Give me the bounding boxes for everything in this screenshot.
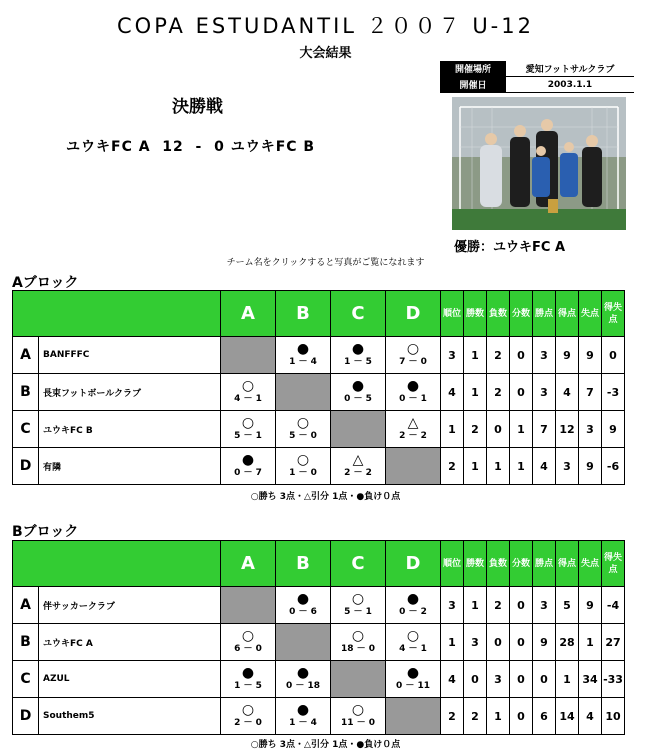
- stat-wins: 2: [464, 411, 487, 448]
- venue-place-value: 愛知フットサルクラブ: [506, 61, 634, 77]
- block-b-title: Bブロック: [12, 524, 79, 540]
- match-result-cell: [331, 587, 386, 624]
- table-row: [13, 698, 625, 735]
- venue-info-table: [440, 61, 634, 93]
- stat-header-goal-diff: 得失点: [602, 541, 625, 587]
- team-photo-illustration: [452, 97, 626, 230]
- match-score: 0 － 18: [285, 681, 321, 691]
- result-mark: △: [352, 452, 364, 468]
- stat-draws: 0: [510, 698, 533, 735]
- match-score: 4 － 1: [234, 394, 262, 404]
- row-label: B: [13, 374, 39, 411]
- stat-rank: 2: [441, 448, 464, 485]
- match-result-cell: [386, 374, 441, 411]
- self-match-cell: [331, 661, 386, 698]
- stat-draws: 0: [510, 337, 533, 374]
- row-label: A: [13, 587, 39, 624]
- stat-goal-diff: 9: [602, 411, 625, 448]
- result-mark: ○: [351, 591, 365, 607]
- stat-wins: 1: [464, 337, 487, 374]
- table-row: [13, 624, 625, 661]
- stat-losses: 1: [487, 448, 510, 485]
- venue-date-label: 開催日: [440, 77, 506, 93]
- stat-goal-diff: -4: [602, 587, 625, 624]
- stat-draws: 1: [510, 448, 533, 485]
- block-b-table: [12, 540, 625, 735]
- stat-wins: 1: [464, 448, 487, 485]
- team-name-link[interactable]: BANFFFC: [39, 337, 221, 374]
- stat-rank: 3: [441, 587, 464, 624]
- stat-losses: 2: [487, 337, 510, 374]
- stat-rank: 4: [441, 374, 464, 411]
- stat-goals-against: 9: [579, 587, 602, 624]
- column-header-b: B: [276, 291, 331, 337]
- stat-goals-for: 28: [556, 624, 579, 661]
- match-score: 5 － 0: [289, 431, 317, 441]
- match-score: 0 － 1: [399, 394, 427, 404]
- table-row: [13, 337, 625, 374]
- stat-header-goals-against: 失点: [579, 291, 602, 337]
- page-title: COPA ESTUDANTIL ２００７ U-12: [117, 14, 534, 38]
- match-result-cell: [331, 698, 386, 735]
- row-label: C: [13, 661, 39, 698]
- match-result-cell: [276, 337, 331, 374]
- column-header-d: D: [386, 541, 441, 587]
- stat-points: 3: [533, 374, 556, 411]
- stat-losses: 3: [487, 661, 510, 698]
- match-result-cell: [221, 624, 276, 661]
- match-score: 5 － 1: [234, 431, 262, 441]
- stat-losses: 1: [487, 698, 510, 735]
- self-match-cell: [386, 698, 441, 735]
- match-result-cell: [221, 698, 276, 735]
- stat-goals-against: 34: [579, 661, 602, 698]
- match-result-cell: [276, 587, 331, 624]
- block-a-legend: ○勝ち 3点・△引分 1点・●負け０点: [250, 492, 401, 502]
- page-subtitle: 大会結果: [299, 46, 352, 61]
- venue-place-label: 開催場所: [440, 61, 506, 77]
- stat-header-goals-against: 失点: [579, 541, 602, 587]
- stat-goal-diff: -6: [602, 448, 625, 485]
- stat-wins: 2: [464, 698, 487, 735]
- row-label: D: [13, 698, 39, 735]
- row-label: D: [13, 448, 39, 485]
- self-match-cell: [221, 337, 276, 374]
- match-score: 11 － 0: [340, 718, 376, 728]
- match-result-cell: [221, 374, 276, 411]
- match-result-cell: [221, 661, 276, 698]
- stat-wins: 1: [464, 587, 487, 624]
- stat-points: 0: [533, 661, 556, 698]
- stat-goals-against: 1: [579, 624, 602, 661]
- stat-goals-for: 1: [556, 661, 579, 698]
- team-name-link[interactable]: 有隣: [39, 448, 221, 485]
- stat-goal-diff: -33: [602, 661, 625, 698]
- team-name-link[interactable]: 伴サッカークラブ: [39, 587, 221, 624]
- stat-goals-for: 3: [556, 448, 579, 485]
- stat-goals-against: 3: [579, 411, 602, 448]
- result-mark: ●: [351, 341, 365, 357]
- self-match-cell: [331, 411, 386, 448]
- stat-draws: 1: [510, 411, 533, 448]
- row-label: B: [13, 624, 39, 661]
- match-result-cell: [276, 448, 331, 485]
- stat-header-goals-for: 得点: [556, 291, 579, 337]
- match-result-cell: [276, 661, 331, 698]
- venue-date-value: 2003.1.1: [506, 77, 634, 93]
- stat-points: 3: [533, 587, 556, 624]
- stat-goal-diff: 0: [602, 337, 625, 374]
- table-row: [13, 661, 625, 698]
- champion-text: 優勝：ユウキFC A: [454, 240, 566, 255]
- result-mark: ●: [296, 702, 310, 718]
- stat-draws: 0: [510, 587, 533, 624]
- result-mark: ○: [296, 415, 310, 431]
- match-result-cell: [276, 698, 331, 735]
- stat-rank: 4: [441, 661, 464, 698]
- result-mark: ○: [241, 378, 255, 394]
- match-result-cell: [276, 411, 331, 448]
- result-mark: ○: [241, 702, 255, 718]
- result-mark: △: [407, 415, 419, 431]
- match-result-cell: [331, 624, 386, 661]
- team-name-link[interactable]: AZUL: [39, 661, 221, 698]
- self-match-cell: [276, 374, 331, 411]
- stat-goals-against: 9: [579, 337, 602, 374]
- match-score: 0 － 5: [344, 394, 372, 404]
- team-name-link[interactable]: ユウキFC B: [39, 411, 221, 448]
- stat-goals-against: 4: [579, 698, 602, 735]
- match-result-cell: [386, 411, 441, 448]
- match-result-cell: [331, 374, 386, 411]
- match-score: 0 － 2: [399, 607, 427, 617]
- result-mark: ○: [351, 702, 365, 718]
- stat-wins: 3: [464, 624, 487, 661]
- match-score: 2 － 2: [399, 431, 427, 441]
- stat-header-goals-for: 得点: [556, 541, 579, 587]
- stat-rank: 3: [441, 337, 464, 374]
- match-score: 0 － 6: [289, 607, 317, 617]
- photo-caption: チーム名をクリックすると写真がご覧になれます: [226, 258, 425, 268]
- match-score: 1 － 4: [289, 357, 317, 367]
- result-mark: ○: [406, 628, 420, 644]
- self-match-cell: [386, 448, 441, 485]
- table-row: [13, 448, 625, 485]
- match-score: 2 － 0: [234, 718, 262, 728]
- result-mark: ●: [406, 378, 420, 394]
- block-b-legend: ○勝ち 3点・△引分 1点・●負け０点: [250, 740, 401, 750]
- stat-rank: 1: [441, 624, 464, 661]
- result-mark: ●: [241, 665, 255, 681]
- match-result-cell: [386, 624, 441, 661]
- match-score: 1 － 5: [234, 681, 262, 691]
- stat-points: 6: [533, 698, 556, 735]
- match-score: 18 － 0: [340, 644, 376, 654]
- stat-goals-for: 14: [556, 698, 579, 735]
- result-mark: ●: [296, 341, 310, 357]
- header-blank-cell: [13, 291, 221, 337]
- table-row: [13, 411, 625, 448]
- match-score: 1 － 0: [289, 468, 317, 478]
- match-score: 0 － 7: [234, 468, 262, 478]
- stat-header-rank: 順位: [441, 291, 464, 337]
- stat-goal-diff: -3: [602, 374, 625, 411]
- stat-points: 7: [533, 411, 556, 448]
- stat-header-losses: 負数: [487, 541, 510, 587]
- stat-header-wins: 勝数: [464, 291, 487, 337]
- stat-points: 4: [533, 448, 556, 485]
- match-score: 4 － 1: [399, 644, 427, 654]
- stat-goal-diff: 10: [602, 698, 625, 735]
- column-header-a: A: [221, 291, 276, 337]
- stat-losses: 2: [487, 374, 510, 411]
- stat-header-draws: 分数: [510, 541, 533, 587]
- stat-wins: 0: [464, 661, 487, 698]
- result-mark: ●: [296, 591, 310, 607]
- self-match-cell: [276, 624, 331, 661]
- column-header-d: D: [386, 291, 441, 337]
- stat-header-points: 勝点: [533, 291, 556, 337]
- match-score: 5 － 1: [344, 607, 372, 617]
- block-a-title: Aブロック: [12, 275, 79, 291]
- match-score: 6 － 0: [234, 644, 262, 654]
- result-mark: ○: [241, 628, 255, 644]
- stat-goals-for: 4: [556, 374, 579, 411]
- result-mark: ●: [351, 378, 365, 394]
- stat-goal-diff: 27: [602, 624, 625, 661]
- team-name-link[interactable]: ユウキFC A: [39, 624, 221, 661]
- stat-goals-for: 9: [556, 337, 579, 374]
- block-a-table: [12, 290, 625, 485]
- stat-losses: 0: [487, 411, 510, 448]
- stat-rank: 2: [441, 698, 464, 735]
- final-match-label: 決勝戦: [172, 97, 223, 117]
- match-score: 1 － 4: [289, 718, 317, 728]
- column-header-c: C: [331, 291, 386, 337]
- match-result-cell: [221, 448, 276, 485]
- stat-rank: 1: [441, 411, 464, 448]
- champion-team-photo: [452, 97, 626, 230]
- stat-goals-for: 12: [556, 411, 579, 448]
- stat-losses: 2: [487, 587, 510, 624]
- stat-draws: 0: [510, 661, 533, 698]
- stat-header-goal-diff: 得失点: [602, 291, 625, 337]
- stat-draws: 0: [510, 624, 533, 661]
- team-name-link[interactable]: 長束フットボールクラブ: [39, 374, 221, 411]
- stat-header-losses: 負数: [487, 291, 510, 337]
- result-mark: ●: [406, 591, 420, 607]
- stat-goals-against: 9: [579, 448, 602, 485]
- result-mark: ●: [406, 665, 420, 681]
- stat-losses: 0: [487, 624, 510, 661]
- stat-goals-for: 5: [556, 587, 579, 624]
- header-blank-cell: [13, 541, 221, 587]
- stat-points: 3: [533, 337, 556, 374]
- column-header-b: B: [276, 541, 331, 587]
- match-result-cell: [331, 337, 386, 374]
- stat-goals-against: 7: [579, 374, 602, 411]
- stat-points: 9: [533, 624, 556, 661]
- stat-header-rank: 順位: [441, 541, 464, 587]
- match-result-cell: [331, 448, 386, 485]
- stat-header-points: 勝点: [533, 541, 556, 587]
- result-mark: ●: [241, 452, 255, 468]
- result-mark: ●: [296, 665, 310, 681]
- self-match-cell: [221, 587, 276, 624]
- result-mark: ○: [296, 452, 310, 468]
- match-result-cell: [386, 587, 441, 624]
- row-label: A: [13, 337, 39, 374]
- stat-draws: 0: [510, 374, 533, 411]
- match-score: 0 － 11: [395, 681, 431, 691]
- column-header-a: A: [221, 541, 276, 587]
- match-score: 7 － 0: [399, 357, 427, 367]
- column-header-c: C: [331, 541, 386, 587]
- team-name-link[interactable]: Southem5: [39, 698, 221, 735]
- result-mark: ○: [241, 415, 255, 431]
- result-mark: ○: [351, 628, 365, 644]
- table-row: [13, 374, 625, 411]
- match-score: 2 － 2: [344, 468, 372, 478]
- row-label: C: [13, 411, 39, 448]
- stat-header-wins: 勝数: [464, 541, 487, 587]
- match-result-cell: [386, 337, 441, 374]
- match-result-cell: [386, 661, 441, 698]
- final-match-result: ユウキFC A 12 - 0 ユウキFC B: [66, 139, 316, 155]
- match-result-cell: [221, 411, 276, 448]
- result-mark: ○: [406, 341, 420, 357]
- stat-wins: 1: [464, 374, 487, 411]
- stat-header-draws: 分数: [510, 291, 533, 337]
- match-score: 1 － 5: [344, 357, 372, 367]
- table-row: [13, 587, 625, 624]
